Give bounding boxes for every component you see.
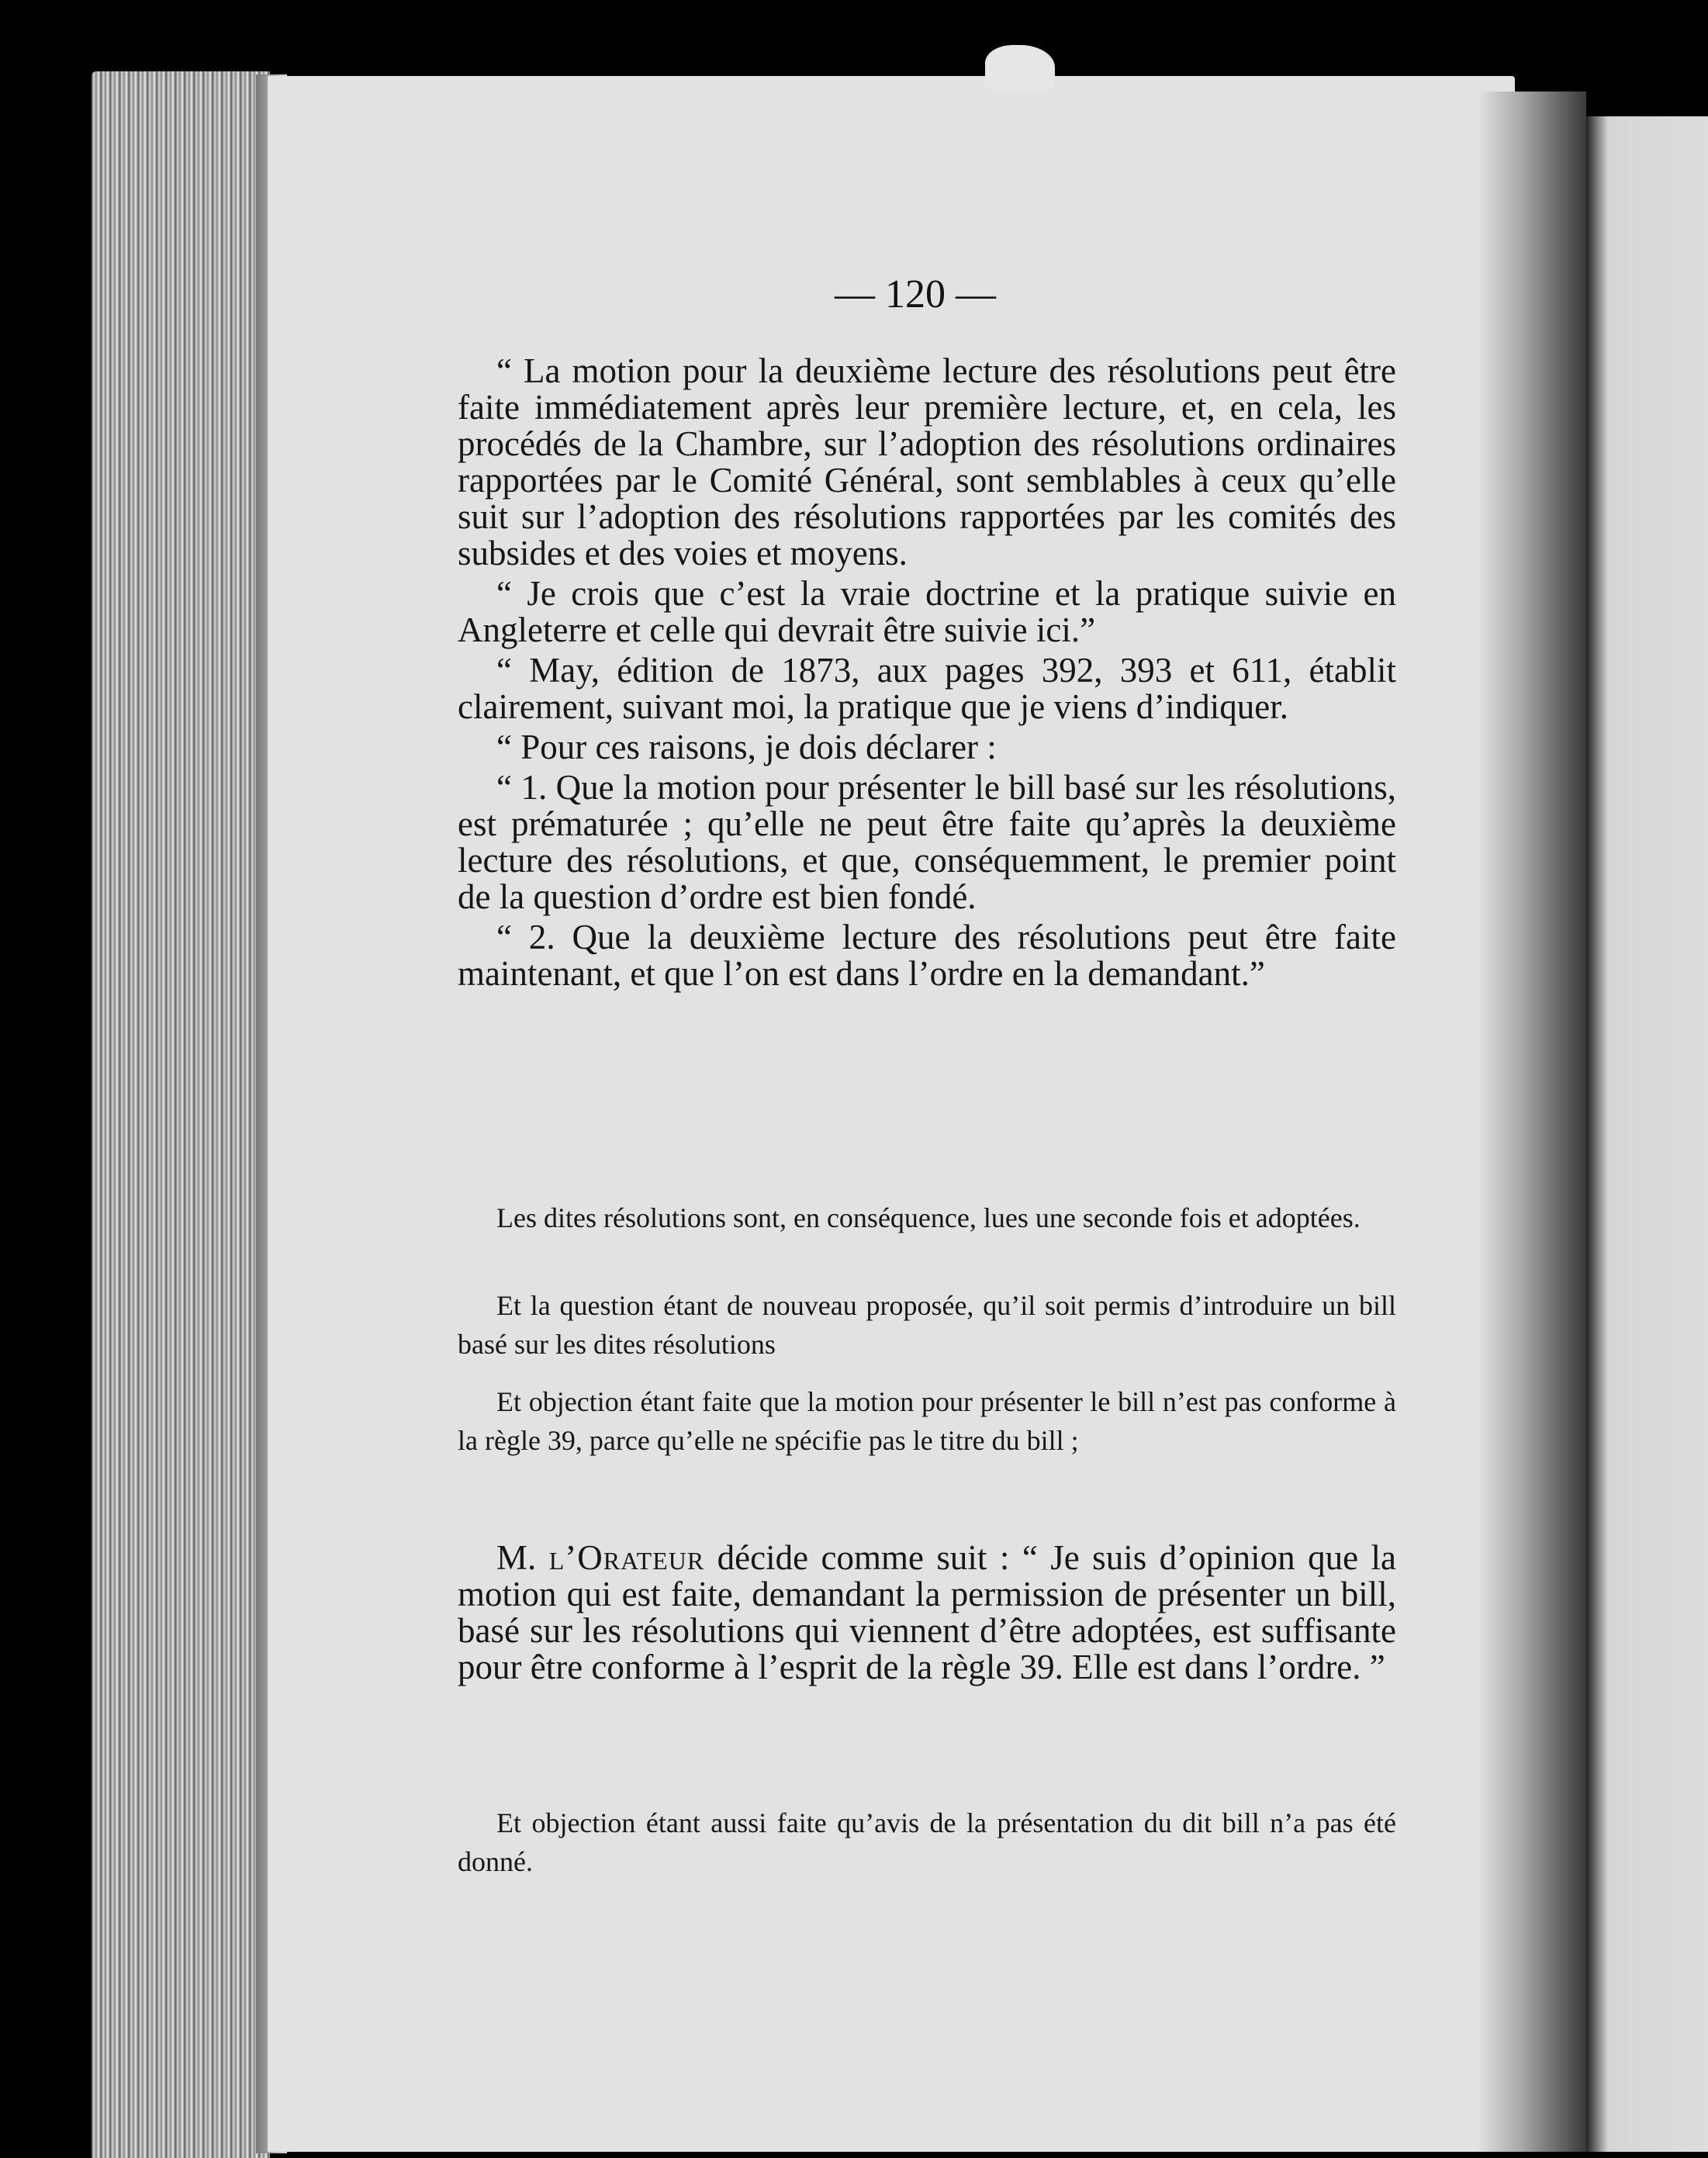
page-tear	[985, 45, 1055, 90]
page-curl-shadow	[1478, 92, 1586, 2152]
journal-text: Et la question étant de nouveau proposée, qu’il soit permis d’introduire un bill basé sur les dites résolutions	[458, 1290, 1396, 1360]
quoted-paragraph: “ Pour ces raisons, je dois déclarer :	[496, 728, 997, 766]
facing-page-edge	[1586, 116, 1708, 2152]
speaker-ruling	[458, 1540, 1396, 1686]
quoted-paragraph: “ 2. Que la deuxième lecture des résolutions peut être faite maintenant, et que l’on est dans l’ordre en la demandant.”	[458, 918, 1396, 993]
journal-entry	[458, 1382, 1396, 1460]
speaker-prefix: M.	[496, 1538, 549, 1577]
book-page-edges	[92, 71, 270, 2158]
speaker-text: décide comme suit : “ Je suis d’opinion que la motion qui est faite, demandant la permission de présenter un bill, basé sur les résolutions qui viennent d’être adoptées, est suffisante pour être conforme à l’esprit de la règle 39. Elle est dans l’ordre. ”	[458, 1538, 1396, 1686]
journal-entry	[458, 1804, 1396, 1881]
ruling-quotation	[458, 353, 1396, 992]
journal-text: Les dites résolutions sont, en conséquence, lues une seconde fois et adoptées.	[496, 1202, 1361, 1233]
quoted-paragraph: “ Je crois que c’est la vraie doctrine et la pratique suivie en Angleterre et celle qui devrait être suivie ici.”	[458, 574, 1396, 649]
quoted-paragraph: “ May, édition de 1873, aux pages 392, 393 et 611, établit clairement, suivant moi, la pratique que je viens d’indiquer.	[458, 651, 1396, 726]
journal-text: Et objection étant aussi faite qu’avis de la présentation du dit bill n’a pas été donné.	[458, 1807, 1396, 1877]
quoted-paragraph: “ La motion pour la deuxième lecture des résolutions peut être faite immédiatement après leur première lecture, et, en cela, les procédés de la Chambre, sur l’adoption des résolutions ordinaires rapportées par le Comité Général, sont semblables à ceux qu’elle suit sur l’adoption des résolutions rapportées par les comités des subsides et des voies et moyens.	[458, 351, 1396, 572]
journal-text: Et objection étant faite que la motion pour présenter le bill n’est pas conforme à la règle 39, parce qu’elle ne spécifie pas le titre du bill ;	[458, 1386, 1396, 1456]
quoted-paragraph: “ 1. Que la motion pour présenter le bill basé sur les résolutions, est prématurée ; qu’elle ne peut être faite qu’après la deuxième lecture des résolutions, et que, conséquemment, le premier point de la question d’ordre est bien fondé.	[458, 768, 1396, 916]
speaker-paragraph	[458, 1540, 1396, 1686]
journal-entry	[458, 1198, 1396, 1237]
speaker-title: l’Orateur	[548, 1538, 705, 1577]
page-number: — 120 —	[835, 272, 996, 316]
journal-entry	[458, 1286, 1396, 1364]
